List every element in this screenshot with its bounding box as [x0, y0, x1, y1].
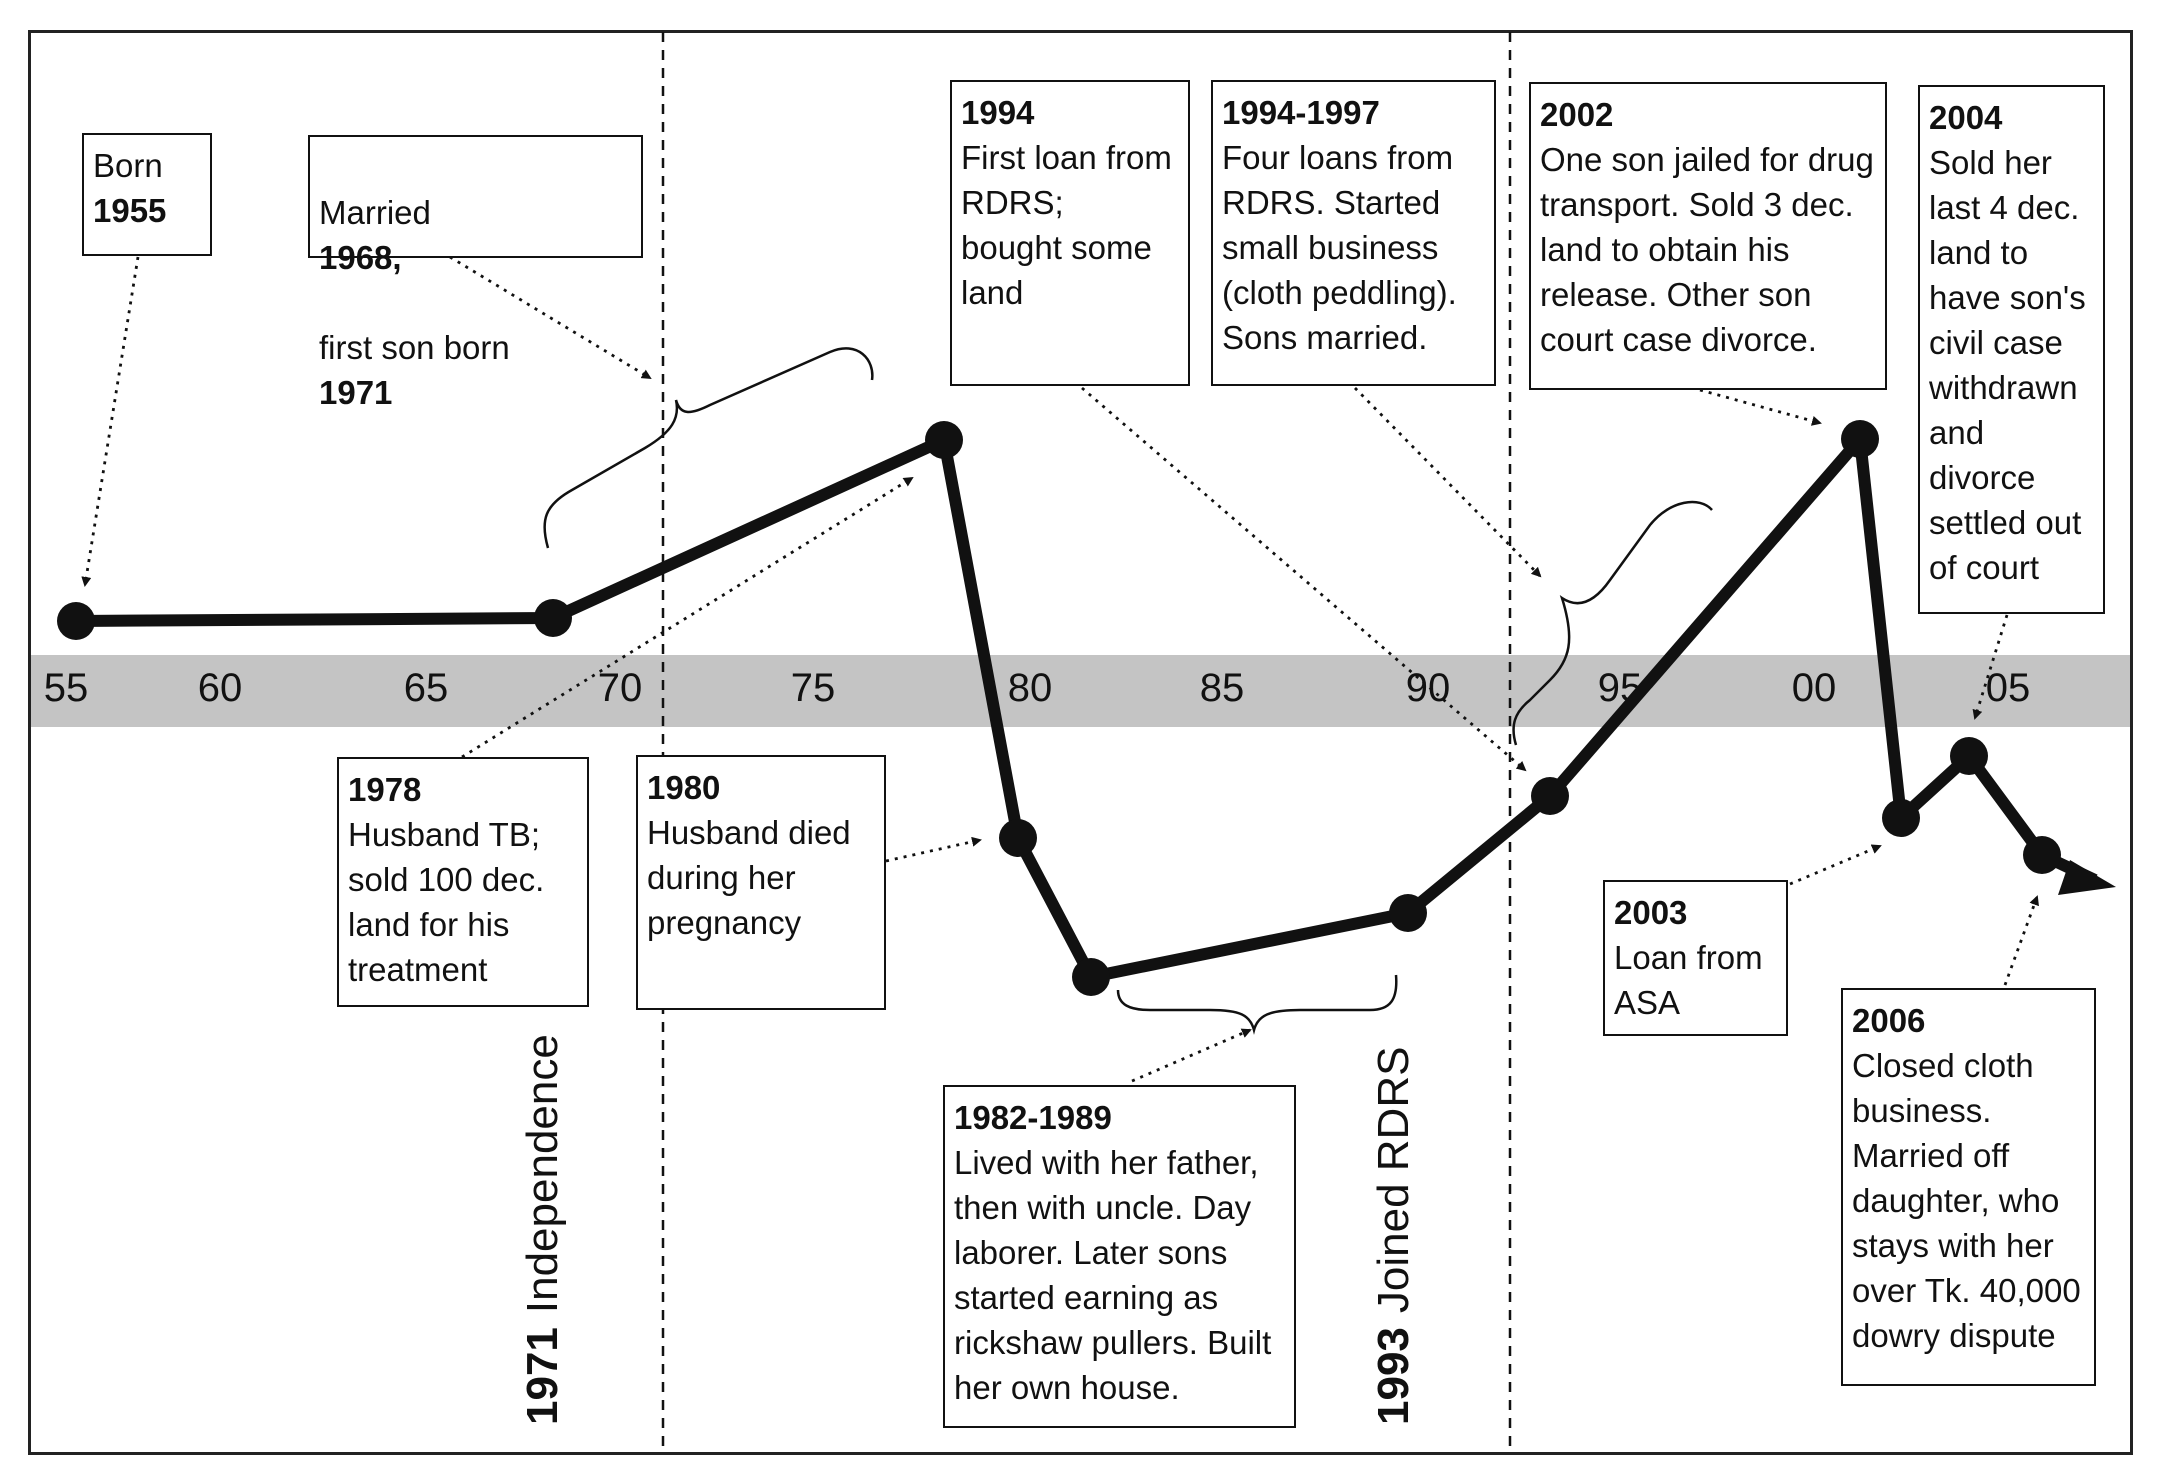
annotation-2003 [1603, 880, 1788, 1036]
connector-1980 [886, 840, 980, 861]
annotation-1980-text: Husband died during her pregnancy [647, 814, 851, 941]
brace-1994-1997 [1514, 502, 1712, 745]
annotation-1978-text: Husband TB; sold 100 dec. land for his treatment [348, 816, 545, 988]
annotation-1994-1997-year: 1994-1997 [1222, 94, 1380, 131]
annotation-1980 [636, 755, 886, 1010]
event-label-independence [516, 1034, 570, 1425]
annotation-married-son-year: 1971 [319, 374, 393, 411]
annotation-2002-text: One son jailed for drug transport. Sold 3 dec. land to obtain his release. Other son court case divorce. [1540, 141, 1874, 358]
point-1989 [1389, 894, 1427, 932]
annotation-2003-year: 2003 [1614, 894, 1688, 931]
annotation-married [308, 135, 643, 411]
point-1982 [1072, 958, 1110, 996]
annotation-married-year: 1968, [319, 239, 402, 276]
connector-1994-1997 [1355, 388, 1540, 576]
point-1978 [925, 421, 963, 459]
annotation-1980-year: 1980 [647, 769, 721, 806]
annotation-married-lead: Married [319, 194, 431, 231]
axis-tick-label: 85 [1199, 666, 1245, 710]
annotation-born [82, 133, 212, 256]
axis-tick-label: 90 [1405, 666, 1451, 710]
point-2006 [2023, 836, 2061, 874]
connector-1994 [1082, 388, 1525, 770]
annotation-2002-year: 2002 [1540, 96, 1614, 133]
annotation-born-year: 1955 [93, 192, 167, 229]
axis-tick-label: 95 [1597, 666, 1643, 710]
annotation-1982-1989-text: Lived with her father, then with uncle. Day laborer. Later sons started earning as rickshaw pullers. Built her own house. [954, 1144, 1272, 1406]
annotation-2004 [1918, 85, 2105, 614]
event-text-independence: Independence [518, 1034, 567, 1314]
connector-2006 [2005, 897, 2037, 985]
axis-tick-label: 55 [43, 666, 89, 710]
connector-born [85, 257, 138, 585]
point-2002 [1841, 420, 1879, 458]
point-2004 [1950, 737, 1988, 775]
annotation-1982-1989 [943, 1085, 1296, 1428]
axis-tick-label: 60 [197, 666, 243, 710]
event-year-1971: 1971 [518, 1327, 567, 1425]
brace-1982-1989 [1118, 975, 1396, 1030]
annotation-2002 [1529, 82, 1887, 390]
axis-tick-label: 80 [1007, 666, 1053, 710]
point-1955 [57, 602, 95, 640]
annotation-1978 [337, 757, 589, 1007]
annotation-2004-year: 2004 [1929, 99, 2003, 136]
annotation-1994-year: 1994 [961, 94, 1035, 131]
axis-tick-label: 75 [790, 666, 836, 710]
point-1980 [999, 819, 1037, 857]
event-text-joined-rdrs: Joined RDRS [1369, 1046, 1418, 1314]
axis-tick-label: 05 [1985, 666, 2031, 710]
point-1968 [534, 599, 572, 637]
axis-tick-label: 65 [403, 666, 449, 710]
connector-2003 [1790, 846, 1880, 884]
axis-tick-label: 70 [597, 666, 643, 710]
annotation-1978-year: 1978 [348, 771, 422, 808]
annotation-1994-text: First loan from RDRS; bought some land [961, 139, 1172, 311]
annotation-1994 [950, 80, 1190, 386]
annotation-2006-text: Closed cloth business. Married off daughter, who stays with her over Tk. 40,000 dowry dispute [1852, 1047, 2081, 1354]
annotation-born-label: Born [93, 147, 163, 184]
connector-2002 [1700, 390, 1820, 423]
annotation-2006 [1841, 988, 2096, 1386]
connector-1982-1989 [1132, 1030, 1250, 1081]
annotation-2003-text: Loan from ASA [1614, 939, 1763, 1021]
event-label-joined-rdrs [1367, 1047, 1421, 1425]
annotation-1982-1989-year: 1982-1989 [954, 1099, 1112, 1136]
annotation-2004-text: Sold her last 4 dec. land to have son's civil case withdrawn and divorce settled out of court [1929, 144, 2086, 586]
point-1993 [1531, 777, 1569, 815]
connector-2004 [1975, 615, 2007, 718]
annotation-married-mid: first son born [319, 329, 510, 366]
axis-tick-label: 00 [1791, 666, 1837, 710]
annotation-2006-year: 2006 [1852, 1002, 1926, 1039]
annotation-1994-1997-text: Four loans from RDRS. Started small business (cloth peddling). Sons married. [1222, 139, 1457, 356]
annotation-1994-1997 [1211, 80, 1496, 386]
point-2003 [1882, 799, 1920, 837]
event-year-1993: 1993 [1369, 1327, 1418, 1425]
